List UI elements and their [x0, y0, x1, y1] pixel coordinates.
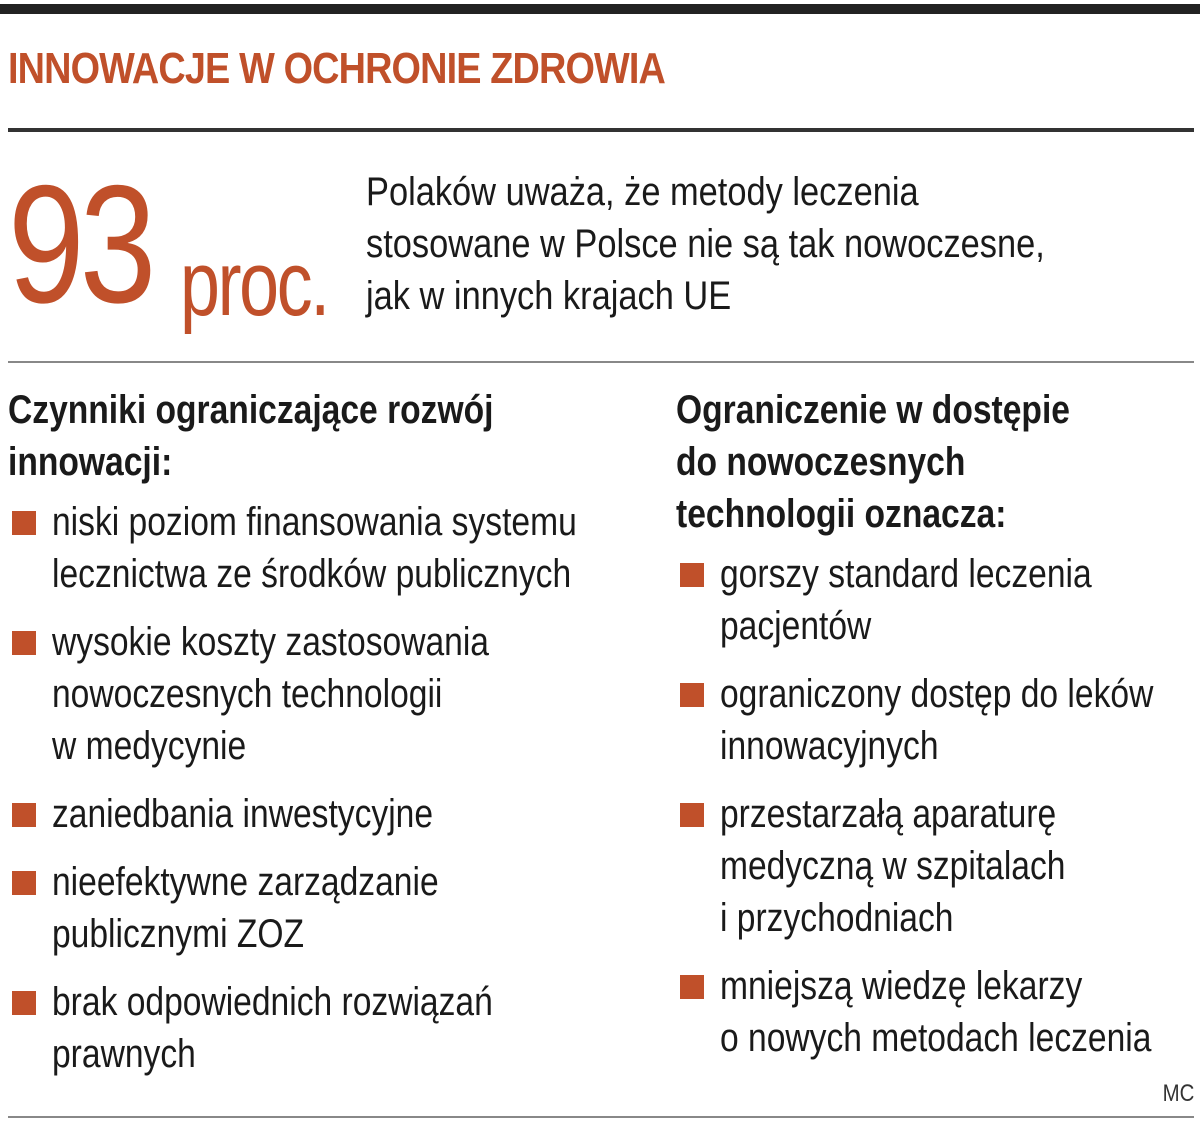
- right-heading-line: Ograniczenie w dostępie: [676, 388, 1070, 432]
- list-item: [676, 668, 1200, 772]
- page-title: INNOWACJE W OCHRONIE ZDROWIA: [8, 44, 666, 93]
- stat-unit: proc.: [180, 233, 328, 335]
- square-bullet-icon: [12, 511, 36, 535]
- title-divider: [8, 128, 1194, 132]
- list-item-line: i przychodniach: [720, 896, 954, 940]
- stat-figure: [8, 150, 368, 340]
- list-item-line: ograniczony dostęp do leków: [720, 672, 1154, 716]
- bottom-divider: [8, 1116, 1194, 1118]
- credit-initials: MC: [1162, 1080, 1194, 1107]
- square-bullet-icon: [12, 991, 36, 1015]
- stat-description-line: stosowane w Polsce nie są tak nowoczesne,: [366, 222, 1045, 266]
- right-heading-line: do nowoczesnych: [676, 440, 966, 484]
- right-column-heading: [676, 384, 1200, 540]
- square-bullet-icon: [680, 975, 704, 999]
- list-item-line: gorszy standard leczenia: [720, 552, 1092, 596]
- right-column: [676, 384, 1200, 1080]
- list-item: [8, 788, 658, 840]
- left-heading-line: Czynniki ograniczające rozwój: [8, 388, 494, 432]
- list-item-line: niski poziom finansowania systemu: [52, 500, 577, 544]
- list-item: [676, 960, 1200, 1064]
- list-item: [8, 496, 658, 600]
- stat-description-line: Polaków uważa, że metody leczenia: [366, 170, 919, 214]
- list-item-line: wysokie koszty zastosowania: [52, 620, 489, 664]
- left-items-list: [8, 496, 658, 1080]
- stat-value: 93: [8, 150, 152, 338]
- list-item: [676, 788, 1200, 944]
- list-item: [676, 548, 1200, 652]
- list-item-line: zaniedbania inwestycyjne: [52, 792, 434, 836]
- list-item-line: nieefektywne zarządzanie: [52, 860, 439, 904]
- square-bullet-icon: [12, 803, 36, 827]
- square-bullet-icon: [12, 871, 36, 895]
- list-item: [8, 616, 658, 772]
- list-item-line: przestarzałą aparaturę: [720, 792, 1057, 836]
- list-item-line: pacjentów: [720, 604, 872, 648]
- stat-description-line: jak w innych krajach UE: [366, 274, 732, 318]
- square-bullet-icon: [12, 631, 36, 655]
- list-item-line: w medycynie: [52, 724, 247, 768]
- square-bullet-icon: [680, 803, 704, 827]
- list-item: [8, 976, 658, 1080]
- list-item-line: innowacyjnych: [720, 724, 939, 768]
- list-item-line: brak odpowiednich rozwiązań: [52, 980, 493, 1024]
- stat-divider: [8, 361, 1194, 363]
- left-column: [8, 384, 658, 1096]
- list-item-line: nowoczesnych technologii: [52, 672, 443, 716]
- stat-description: [366, 166, 1196, 322]
- square-bullet-icon: [680, 683, 704, 707]
- right-items-list: [676, 548, 1200, 1064]
- list-item-line: lecznictwa ze środków publicznych: [52, 552, 572, 596]
- list-item-line: medyczną w szpitalach: [720, 844, 1066, 888]
- list-item-line: mniejszą wiedzę lekarzy: [720, 964, 1083, 1008]
- list-item-line: o nowych metodach leczenia: [720, 1016, 1152, 1060]
- top-rule: [0, 4, 1200, 14]
- left-heading-line: innowacji:: [8, 440, 173, 484]
- right-heading-line: technologii oznacza:: [676, 492, 1007, 536]
- list-item-line: publicznymi ZOZ: [52, 912, 305, 956]
- list-item: [8, 856, 658, 960]
- square-bullet-icon: [680, 563, 704, 587]
- left-column-heading: [8, 384, 658, 488]
- list-item-line: prawnych: [52, 1032, 196, 1076]
